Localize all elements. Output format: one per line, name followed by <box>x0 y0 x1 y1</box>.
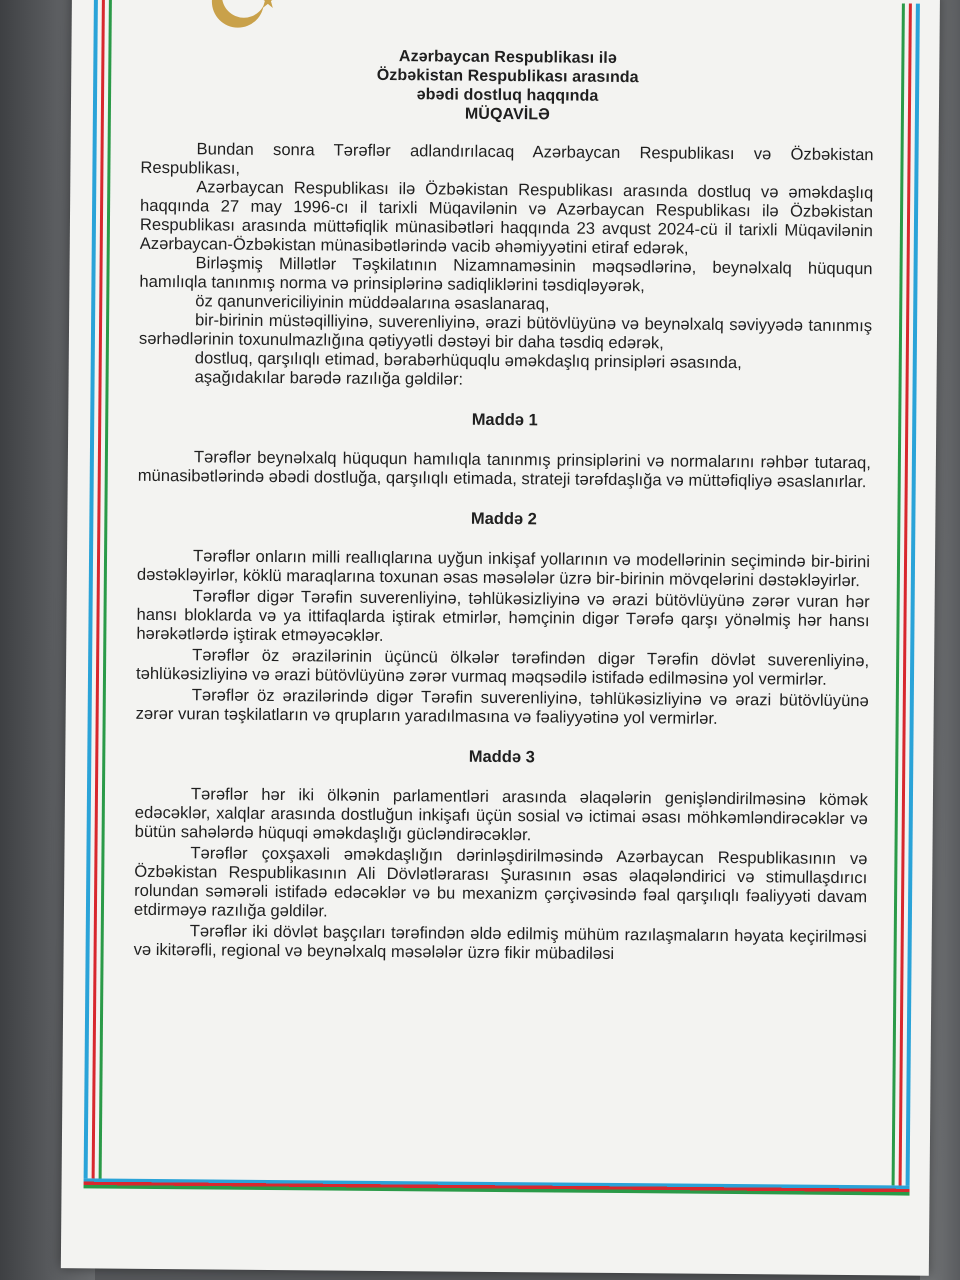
preamble-paragraph: Birləşmiş Millətlər Təşkilatının Nizamnaməsinin məqsədlərinə, beynəlxalq hüququn hamılıqla tanınmış norma və prinsiplərinə sadiqliklərini təsdiqləyərək, <box>139 253 873 296</box>
crescent-and-star-icon <box>199 0 290 48</box>
title-line: Azərbaycan Respublikası ilə <box>398 48 617 67</box>
article-2 <box>136 507 871 729</box>
article-paragraph: Tərəflər iki dövlət başçıları tərəfindən əldə edilmiş mühüm razılaşmaların həyata keçirilməsi və ikitərəfli, regional və beynəlxalq məsələlər üzrə fikir mübadiləsi <box>133 921 867 963</box>
article-1 <box>138 408 872 491</box>
title-line: əbədi dostluq haqqında <box>416 86 599 105</box>
preamble <box>139 139 874 392</box>
article-paragraph: Tərəflər onların milli reallıqlarına uyğun inkişaf yollarının və modellərinin seçimində bir-birini dəstəkləyirlər, köklü maraqlarına toxunan əsas məsələlər üzrə bir-birinin mövqelərini dəstəkləyirlər. <box>136 546 871 591</box>
article-paragraph: Tərəflər beynəlxalq hüququn hamılıqla tanınmış prinsiplərini və normalarını rəhbər tutaraq, münasibətlərində əbədi dostluğa, qarşılıqlı etimada, strateji tərəfdaşlığa və müttəfiqliyə əsaslanırlar. <box>137 447 871 492</box>
title-line: Özbəkistan Respublikası arasında <box>376 66 639 87</box>
document-sheet <box>61 0 940 1276</box>
preamble-paragraph: Azərbaycan Respublikası ilə Özbəkistan Respublikası arasında dostluq və əməkdaşlıq haqqında 27 may 1996-cı il tarixli Müqavilənin və Azərbaycan Respublikası ilə Özbəkistan Respublikası arasında müttəfiqlik münasibətləri haqqında 23 avqust 2024-cü il tarixli Müqavilənin Azərbaycan-Özbəkistan münasibətlərində vacib əhəmiyyətini etiraf edərək, <box>139 177 874 258</box>
article-heading: Maddə 1 <box>471 410 538 430</box>
preamble-paragraph: Bundan sonra Tərəflər adlandırılacaq Azərbaycan Respublikası və Özbəkistan Respublikası, <box>140 139 874 178</box>
document-body <box>134 45 875 967</box>
document-title <box>141 45 875 127</box>
preamble-paragraph: dostluq, qarşılıqlı etimad, bərabərhüquqlu əməkdaşlıq prinsipləri əsasında, <box>194 348 742 373</box>
preamble-paragraph: bir-birinin müstəqilliyinə, suverenliyinə, ərazi bütövlüyünə və beynəlxalq səviyyədə tanınmış sərhədlərinin toxunulmazlığına qətiyyətli dəstəyi bir daha təsdiq edərək, <box>138 310 873 353</box>
article-paragraph: Tərəflər hər iki ölkənin parlamentləri arasında əlaqələrin genişləndirilməsinə kömək edəcəklər, xalqlar arasında dostluğun inkişafı üçün sosial və ictimai əsası möhkəmləndirəcəklər və bütün sahələrdə hüquqi əməkdaşlığı gücləndirəcəklər. <box>134 784 869 845</box>
article-paragraph: Tərəflər digər Tərəfin suverenliyinə, təhlükəsizliyinə və ərazi bütövlüyünə zərər vuran hər hansı bloklarda və ya ittifaqlarda iştirak etmirlər, həmçinin digər Tərəfə qarşı yönəlmiş hər hansı hərəkətlərdə iştirak etməyəcəklər. <box>136 586 870 645</box>
article-heading: Maddə 2 <box>470 509 537 529</box>
article-heading: Maddə 3 <box>468 747 535 767</box>
article-paragraph: Tərəflər öz ərazilərində digər Tərəfin suverenliyinə, təhlükəsizliyinə və ərazi bütövlüyünə zərər vuran təşkilatların və qrupların yaradılmasına və fəaliyyətinə yol vermirlər. <box>135 685 869 728</box>
article-paragraph: Tərəflər öz ərazilərinin üçüncü ölkələr tərəfindən digər Tərəfin dövlət suverenliyinə, təhlükəsizliyinə və ərazi bütövlüyünə zərər vurmaq məqsədilə istifadə edilməsinə yol vermirlər. <box>135 645 870 689</box>
preamble-paragraph: aşağıdakılar barədə razılığa gəldilər: <box>194 367 464 389</box>
title-line: MÜQAVİLƏ <box>464 105 550 124</box>
article-paragraph: Tərəflər çoxşaxəli əməkdaşlığın dərinləşdirilməsində Azərbaycan Respublikasının və Özbəkistan Respublikasının Ali Dövlətlərarası Şurasının əsas əlaqələndirici və stimullaşdırıcı rolundan səmərəli istifadə edəcəklər və bu mexanizm çərçivəsində fəal qarşılıqlı fəaliyyəti davam etdirməyə razılığa gəldilər. <box>133 843 868 921</box>
article-3 <box>134 745 869 965</box>
preamble-paragraph: öz qanunvericiliyinin müddəalarına əsaslanaraq, <box>195 291 550 314</box>
